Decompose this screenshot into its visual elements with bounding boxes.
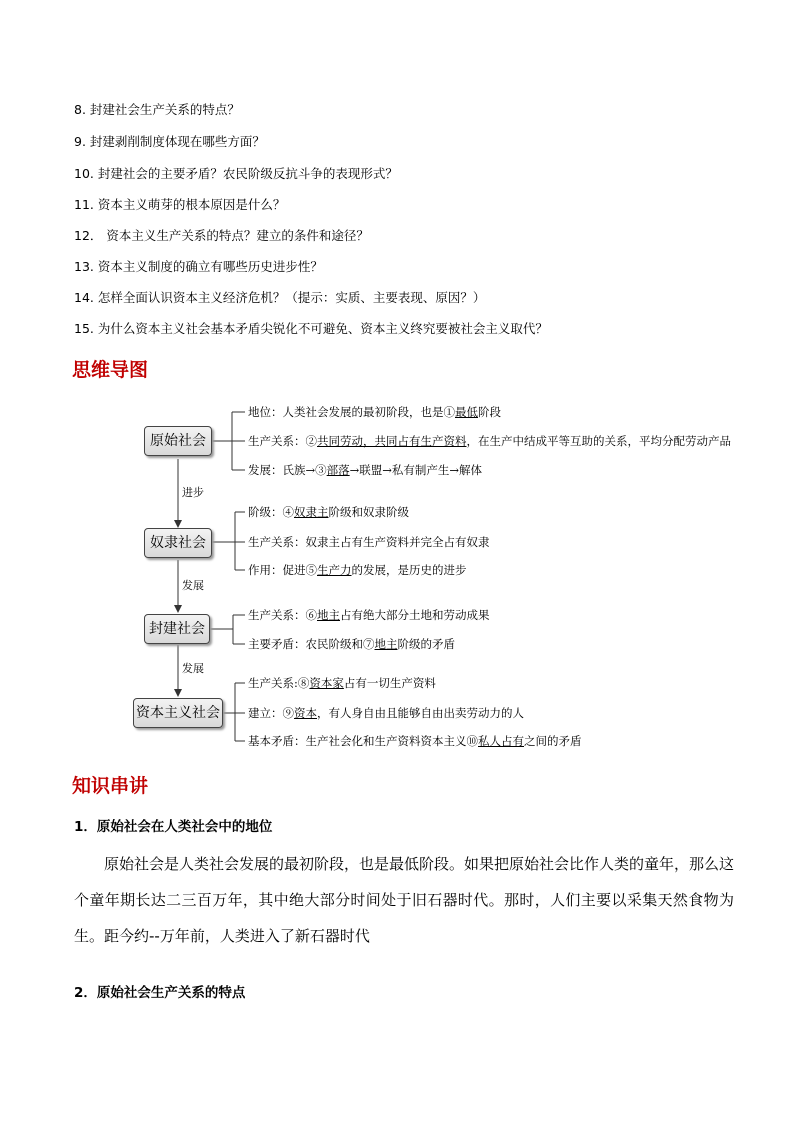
- question-8: 8. 封建社会生产关系的特点？: [74, 102, 240, 117]
- slave-role: 作用：促进⑤生产力的发展，是历史的进步: [248, 563, 467, 577]
- node-primitive-society: 原始社会: [144, 426, 212, 456]
- feudal-production-relations: 生产关系：⑥地主占有绝大部分土地和劳动成果: [248, 608, 490, 622]
- question-11: 11. 资本主义萌芽的根本原因是什么？: [74, 197, 286, 212]
- node-slave-society: 奴隶社会: [144, 528, 212, 558]
- capitalist-basic-contradiction: 基本矛盾：生产社会化和生产资料资本主义⑩私人占有之间的矛盾: [248, 734, 582, 748]
- arrow-label-develop-2: 发展: [182, 662, 204, 675]
- slave-production-relations: 生产关系：奴隶主占有生产资料并完全占有奴隶: [248, 535, 490, 549]
- question-14: 14. 怎样全面认识资本主义经济危机？（提示：实质、主要表现、原因？）: [74, 290, 486, 305]
- knowledge-title: 知识串讲: [72, 775, 149, 797]
- primitive-development: 发展：氏族→③部落→联盟→私有制产生→解体: [248, 463, 483, 477]
- node-feudal-society: 封建社会: [144, 614, 210, 644]
- section-heading-2: 2．原始社会生产关系的特点: [74, 985, 246, 1001]
- slave-classes: 阶级：④奴隶主阶级和奴隶阶级: [248, 505, 409, 519]
- primitive-status: 地位：人类社会发展的最初阶段，也是①最低阶段: [248, 405, 501, 419]
- question-12: 12． 资本主义生产关系的特点？建立的条件和途径？: [74, 228, 369, 243]
- section-paragraph-1: 原始社会是人类社会发展的最初阶段，也是最低阶段。如果把原始社会比作人类的童年，那么这个童年期长达二三百万年，其中绝大部分时间处于旧石器时代。那时，人们主要以采集天然食物为生。距今约--万年前，人类进入了新石器时代: [74, 855, 735, 945]
- capitalist-production-relations: 生产关系:⑧资本家占有一切生产资料: [248, 676, 436, 690]
- question-10: 10. 封建社会的主要矛盾？农民阶级反抗斗争的表现形式？: [74, 166, 398, 181]
- capitalist-establishment: 建立：⑨资本，有人身自由且能够自由出卖劳动力的人: [248, 706, 524, 720]
- feudal-main-contradiction: 主要矛盾：农民阶级和⑦地主阶级的矛盾: [248, 637, 455, 651]
- node-capitalist-society: 资本主义社会: [133, 698, 223, 728]
- primitive-production-relations: 生产关系：②共同劳动，共同占有生产资料，在生产中结成平等互助的关系，平均分配劳动产品: [248, 434, 731, 448]
- arrow-label-progress: 进步: [182, 486, 204, 499]
- arrow-label-develop-1: 发展: [182, 579, 204, 592]
- question-13: 13. 资本主义制度的确立有哪些历史进步性？: [74, 259, 323, 274]
- mindmap-title: 思维导图: [72, 359, 149, 381]
- section-heading-1: 1．原始社会在人类社会中的地位: [74, 819, 273, 835]
- question-9: 9. 封建剥削制度体现在哪些方面？: [74, 134, 265, 149]
- question-15: 15. 为什么资本主义社会基本矛盾尖锐化不可避免、资本主义终究要被社会主义取代？: [74, 321, 548, 336]
